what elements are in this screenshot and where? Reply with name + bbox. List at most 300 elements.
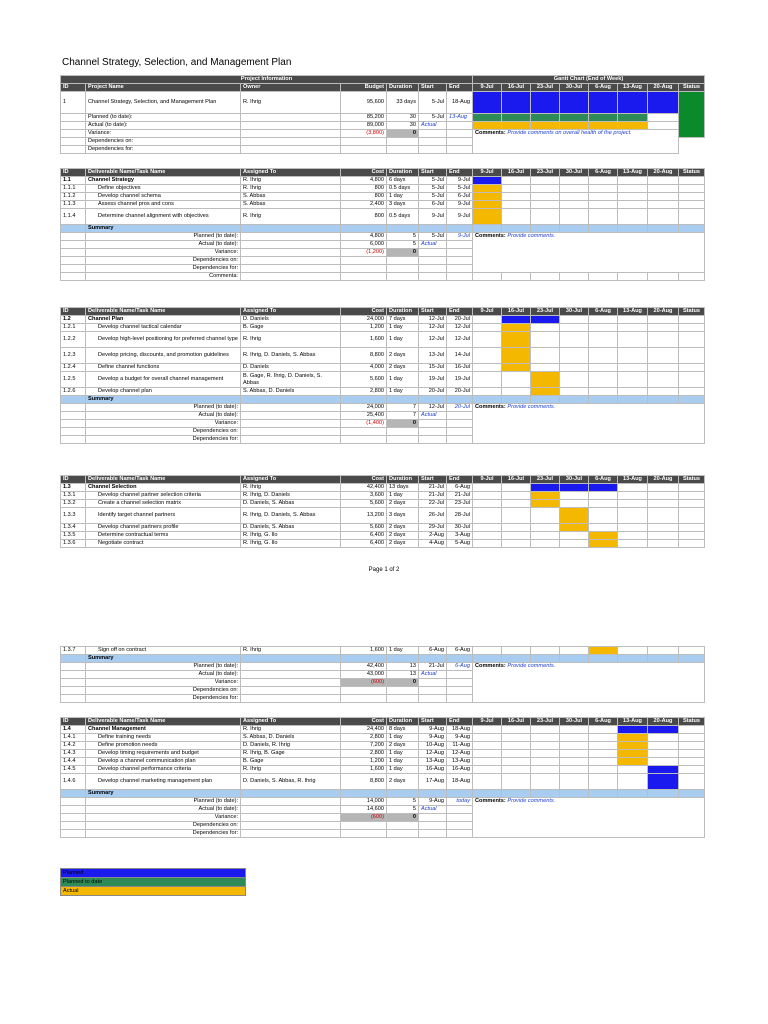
task-cost: 800 (341, 185, 387, 193)
task-cost: 7,200 (341, 742, 387, 750)
task-end: 23-Jul (447, 500, 473, 508)
summary-duration (387, 830, 419, 838)
cell (241, 436, 341, 444)
gantt-cell (531, 193, 560, 201)
cell (61, 679, 86, 687)
summary-duration (387, 265, 419, 273)
summary-cell (502, 225, 531, 233)
gantt-planned (560, 484, 589, 492)
cell (61, 420, 86, 428)
week-header: 6-Aug (589, 308, 618, 316)
task-cost: 5,600 (341, 524, 387, 532)
status-cell (679, 540, 705, 548)
deliverable-table (60, 475, 705, 548)
summary-cost: 43,000 (341, 671, 387, 679)
task-start: 6-Aug (419, 647, 447, 655)
gantt-cell (618, 532, 648, 540)
week-header: 13-Aug (618, 718, 648, 726)
deliverable-assigned: R. Ihrig (241, 177, 341, 185)
dependencies-on-label: Dependencies on: (86, 138, 241, 146)
deliverable-name: Channel Strategy (86, 177, 241, 185)
gantt-actual (589, 540, 618, 548)
gantt-cell (589, 766, 618, 774)
week-header: 6-Aug (589, 84, 618, 92)
gantt-cell (560, 750, 589, 758)
gantt-cell (648, 742, 679, 750)
summary-end (447, 830, 473, 838)
gantt-cell (473, 324, 502, 332)
col-header: Deliverable Name/Task Name (86, 308, 241, 316)
cell (589, 273, 618, 281)
col-id: ID (61, 84, 86, 92)
gantt-cell (648, 492, 679, 500)
summary-row-label: Variance: (86, 814, 241, 822)
col-header: Duration (387, 169, 419, 177)
gantt-cell (560, 758, 589, 766)
gantt-cell (531, 774, 560, 790)
col-start: Start (419, 84, 447, 92)
task-cost: 1,200 (341, 324, 387, 332)
gantt-cell (560, 774, 589, 790)
col-header: End (447, 476, 473, 484)
summary-cell (447, 790, 473, 798)
week-header: 6-Aug (589, 476, 618, 484)
week-header: 20-Aug (648, 476, 679, 484)
summary-start (419, 420, 447, 428)
summary-cell (61, 396, 86, 404)
gantt-actual (531, 372, 560, 388)
gantt-planned-to-date (618, 114, 648, 122)
gantt-cell (589, 332, 618, 348)
task-id: 1.2.2 (61, 332, 86, 348)
summary-row-label: Variance: (86, 679, 241, 687)
summary-cost: 4,800 (341, 233, 387, 241)
summary-cost (341, 428, 387, 436)
status-cell (679, 766, 705, 774)
task-name: Develop pricing, discounts, and promotion guidelines (86, 348, 241, 364)
task-end: 5-Jul (447, 185, 473, 193)
gantt-actual (502, 122, 531, 130)
task-end: 9-Jul (447, 209, 473, 225)
summary-cost (341, 687, 387, 695)
task-cost: 2,800 (341, 734, 387, 742)
summary-row-label: Variance: (86, 420, 241, 428)
task-end: 16-Jul (447, 364, 473, 372)
task-cost: 1,600 (341, 766, 387, 774)
gantt-cell (648, 540, 679, 548)
gantt-actual (560, 122, 589, 130)
col-header: End (447, 718, 473, 726)
task-end: 30-Jul (447, 524, 473, 532)
deliverable-assigned: D. Daniels (241, 316, 341, 324)
summary-end (447, 436, 473, 444)
cell (241, 428, 341, 436)
task-assigned: B. Gage (241, 758, 341, 766)
gantt-cell (589, 492, 618, 500)
task-id: 1.2.3 (61, 348, 86, 364)
status-cell (679, 750, 705, 758)
gantt-cell (502, 726, 531, 734)
summary-end (447, 671, 473, 679)
task-end: 6-Jul (447, 193, 473, 201)
gantt-cell (502, 193, 531, 201)
summary-row-label: Variance: (86, 249, 241, 257)
task-start: 15-Jul (419, 364, 447, 372)
gantt-actual (502, 332, 531, 348)
gantt-actual (502, 364, 531, 372)
status-cell (679, 492, 705, 500)
col-owner: Owner (241, 84, 341, 92)
gantt-planned-to-date (473, 114, 502, 122)
summary-cell (341, 396, 387, 404)
task-end: 6-Aug (447, 647, 473, 655)
gantt-cell (648, 508, 679, 524)
task-assigned: D. Daniels, S. Abbas, R. Ihrig (241, 774, 341, 790)
deliverable-end: 6-Aug (447, 484, 473, 492)
gantt-actual (473, 209, 502, 225)
status-cell (679, 316, 705, 324)
project-budget: 95,600 (341, 92, 387, 114)
gantt-cell (648, 185, 679, 193)
gantt-cell (473, 492, 502, 500)
cell (61, 257, 86, 265)
cell (61, 273, 86, 281)
task-end: 11-Aug (447, 742, 473, 750)
cell (241, 798, 341, 806)
gantt-cell (560, 316, 589, 324)
task-duration: 2 days (387, 774, 419, 790)
summary-duration (387, 687, 419, 695)
gantt-cell (531, 726, 560, 734)
status-cell (679, 185, 705, 193)
col-header: Start (419, 476, 447, 484)
week-header: 16-Jul (502, 169, 531, 177)
summary-cost: (600) (341, 679, 387, 687)
task-end: 20-Jul (447, 388, 473, 396)
gantt-cell (648, 484, 679, 492)
summary-duration (387, 822, 419, 830)
summary-cell (618, 655, 648, 663)
deliverable-id: 1.2 (61, 316, 86, 324)
gantt-cell (502, 508, 531, 524)
gantt-cell (589, 500, 618, 508)
deliverable-assigned: R. Ihrig (241, 484, 341, 492)
week-header: 30-Jul (560, 476, 589, 484)
task-assigned: R. Ihrig, D. Daniels, S. Abbas (241, 508, 341, 524)
gantt-cell (589, 185, 618, 193)
task-assigned: S. Abbas, D. Daniels (241, 734, 341, 742)
week-header: 13-Aug (618, 84, 648, 92)
week-header: 23-Jul (531, 169, 560, 177)
task-name: Determine channel alignment with objectives (86, 209, 241, 225)
task-assigned: R. Ihrig, G. Ilo (241, 540, 341, 548)
summary-cost: 14,600 (341, 806, 387, 814)
cell (241, 249, 341, 257)
summary-cell (679, 790, 705, 798)
summary-cell (502, 655, 531, 663)
summary-cost: (600) (341, 814, 387, 822)
gantt-planned-to-date (560, 114, 589, 122)
gantt-cell (560, 209, 589, 225)
col-header: Deliverable Name/Task Name (86, 169, 241, 177)
task-name: Negotiate contract (86, 540, 241, 548)
summary-cost (341, 265, 387, 273)
gantt-cell (648, 532, 679, 540)
status-cell (679, 372, 705, 388)
status-indicator (679, 92, 705, 138)
gantt-cell (618, 177, 648, 185)
task-name: Define channel functions (86, 364, 241, 372)
cell (241, 695, 341, 703)
summary-end (447, 814, 473, 822)
task-start: 13-Jul (419, 348, 447, 364)
summary-cell (387, 396, 419, 404)
task-name: Develop timing requirements and budget (86, 750, 241, 758)
summary-cell (61, 225, 86, 233)
summary-cell (648, 790, 679, 798)
project-duration: 33 days (387, 92, 419, 114)
summary-start (419, 830, 447, 838)
deliverable-end: 9-Jul (447, 177, 473, 185)
gantt-actual (473, 185, 502, 193)
task-name: Develop channel schema (86, 193, 241, 201)
task-name: Define objectives (86, 185, 241, 193)
summary-start: Actual (419, 806, 447, 814)
gantt-cell (589, 177, 618, 185)
gantt-cell (589, 372, 618, 388)
gantt-cell (502, 492, 531, 500)
section-comments: Comments: Provide comments. (473, 798, 705, 838)
task-id: 1.4.1 (61, 734, 86, 742)
cell (473, 273, 502, 281)
col-end: End (447, 84, 473, 92)
gantt-cell (531, 742, 560, 750)
gantt-cell (531, 185, 560, 193)
status-header: Status (679, 308, 705, 316)
cell (241, 663, 341, 671)
gantt-cell (473, 540, 502, 548)
cell (241, 814, 341, 822)
summary-cost: (1,200) (341, 249, 387, 257)
status-header: Status (679, 476, 705, 484)
task-name: Develop channel tactical calendar (86, 324, 241, 332)
status-cell (679, 774, 705, 790)
gantt-cell (648, 524, 679, 532)
gantt-cell (531, 332, 560, 348)
gantt-cell (531, 532, 560, 540)
task-id: 1.4.5 (61, 766, 86, 774)
gantt-cell (589, 388, 618, 396)
summary-duration (387, 695, 419, 703)
task-duration: 1 day (387, 758, 419, 766)
deliverable-cost: 24,000 (341, 316, 387, 324)
gantt-cell (560, 766, 589, 774)
gantt-actual (531, 492, 560, 500)
summary-cell (502, 790, 531, 798)
project-id: 1 (61, 92, 86, 114)
gantt-cell (618, 500, 648, 508)
summary-start (419, 428, 447, 436)
cell (61, 695, 86, 703)
gantt-cell (618, 209, 648, 225)
summary-cell (387, 790, 419, 798)
deliverable-duration: 13 days (387, 484, 419, 492)
status-cell (679, 201, 705, 209)
week-header: 20-Aug (648, 308, 679, 316)
variance-label: Variance: (86, 130, 241, 138)
summary-end (447, 428, 473, 436)
cell (241, 265, 341, 273)
gantt-cell (502, 177, 531, 185)
cell (648, 273, 679, 281)
cell (241, 404, 341, 412)
gantt-cell (473, 766, 502, 774)
summary-cost: 14,000 (341, 798, 387, 806)
task-start: 20-Jul (419, 388, 447, 396)
summary-row-label: Dependencies for: (86, 695, 241, 703)
cell (502, 273, 531, 281)
summary-row-label: Dependencies for: (86, 265, 241, 273)
gantt-planned (589, 92, 618, 114)
planned-start: 5-Jul (419, 114, 447, 122)
deliverable-end: 20-Jul (447, 316, 473, 324)
gantt-cell (531, 524, 560, 532)
gantt-cell (589, 348, 618, 364)
gantt-cell (502, 750, 531, 758)
status-cell (679, 742, 705, 750)
col-header: Assigned To (241, 476, 341, 484)
summary-row-label: Planned (to date): (86, 233, 241, 241)
status-cell (679, 524, 705, 532)
summary-cell (473, 225, 502, 233)
cell (61, 822, 86, 830)
col-header: Start (419, 718, 447, 726)
deliverable-duration: 6 days (387, 177, 419, 185)
task-assigned: D. Daniels, S. Abbas (241, 500, 341, 508)
gantt-cell (473, 348, 502, 364)
summary-cell (387, 225, 419, 233)
gantt-cell (502, 532, 531, 540)
week-header: 20-Aug (648, 169, 679, 177)
week-header: 23-Jul (531, 718, 560, 726)
planned-duration: 30 (387, 114, 419, 122)
summary-cost: 24,000 (341, 404, 387, 412)
gantt-cell (589, 193, 618, 201)
deliverable-name: Channel Selection (86, 484, 241, 492)
gantt-planned-to-date (502, 114, 531, 122)
week-header: 16-Jul (502, 476, 531, 484)
cell (61, 404, 86, 412)
task-duration: 2 days (387, 742, 419, 750)
summary-duration: 5 (387, 233, 419, 241)
gantt-cell (473, 758, 502, 766)
task-cost: 1,600 (341, 332, 387, 348)
summary-start (419, 436, 447, 444)
task-assigned: S. Abbas, D. Daniels (241, 388, 341, 396)
week-header: 30-Jul (560, 718, 589, 726)
deliverable-start: 12-Jul (419, 316, 447, 324)
status-cell (679, 500, 705, 508)
task-name: Determine contractual terms (86, 532, 241, 540)
summary-cell (419, 655, 447, 663)
gantt-planned (473, 177, 502, 185)
task-end: 9-Jul (447, 201, 473, 209)
gantt-cell (589, 750, 618, 758)
gantt-cell (589, 524, 618, 532)
col-header: Duration (387, 476, 419, 484)
gantt-cell (560, 372, 589, 388)
summary-cost (341, 436, 387, 444)
task-name: Define training needs (86, 734, 241, 742)
task-start: 12-Jul (419, 332, 447, 348)
task-id: 1.4.6 (61, 774, 86, 790)
task-cost: 13,200 (341, 508, 387, 524)
deliverable-end: 18-Aug (447, 726, 473, 734)
gantt-actual (473, 122, 502, 130)
task-cost: 1,200 (341, 758, 387, 766)
variance-duration: 0 (387, 130, 419, 138)
gantt-cell (618, 388, 648, 396)
gantt-planned (589, 484, 618, 492)
week-header: 13-Aug (618, 169, 648, 177)
task-duration: 2 days (387, 524, 419, 532)
summary-row-label: Dependencies on: (86, 428, 241, 436)
summary-cost: (1,400) (341, 420, 387, 428)
task-id: 1.3.4 (61, 524, 86, 532)
col-project-name: Project Name (86, 84, 241, 92)
task-assigned: R. Ihrig (241, 647, 341, 655)
col-header: ID (61, 169, 86, 177)
summary-label: Summary (86, 655, 241, 663)
gantt-cell (648, 201, 679, 209)
actual-duration: 30 (387, 122, 419, 130)
gantt-cell (473, 316, 502, 324)
task-start: 17-Aug (419, 774, 447, 790)
gantt-cell (560, 500, 589, 508)
task-start: 5-Jul (419, 193, 447, 201)
gantt-cell (648, 647, 679, 655)
gantt-cell (473, 647, 502, 655)
gantt-actual (473, 193, 502, 201)
planned-end: 13-Aug (447, 114, 473, 122)
cell (447, 273, 473, 281)
gantt-cell (502, 209, 531, 225)
summary-cell (648, 225, 679, 233)
task-cost: 800 (341, 193, 387, 201)
summary-row-label: Actual (to date): (86, 806, 241, 814)
variance-budget: (3,800) (341, 130, 387, 138)
gantt-cell (560, 201, 589, 209)
gantt-cell (531, 201, 560, 209)
summary-end (447, 420, 473, 428)
summary-end (447, 249, 473, 257)
gantt-cell (473, 364, 502, 372)
cell (61, 798, 86, 806)
task-end: 12-Jul (447, 324, 473, 332)
gantt-cell (648, 372, 679, 388)
legend-planned: Planned (61, 869, 246, 878)
week-header: 13-Aug (618, 476, 648, 484)
gantt-planned (648, 726, 679, 734)
week-header: 16-Jul (502, 84, 531, 92)
summary-cell (473, 655, 502, 663)
task-cost: 8,800 (341, 774, 387, 790)
cell (560, 273, 589, 281)
summary-end (447, 695, 473, 703)
gantt-cell (648, 388, 679, 396)
gantt-cell (618, 193, 648, 201)
summary-cell (241, 790, 341, 798)
